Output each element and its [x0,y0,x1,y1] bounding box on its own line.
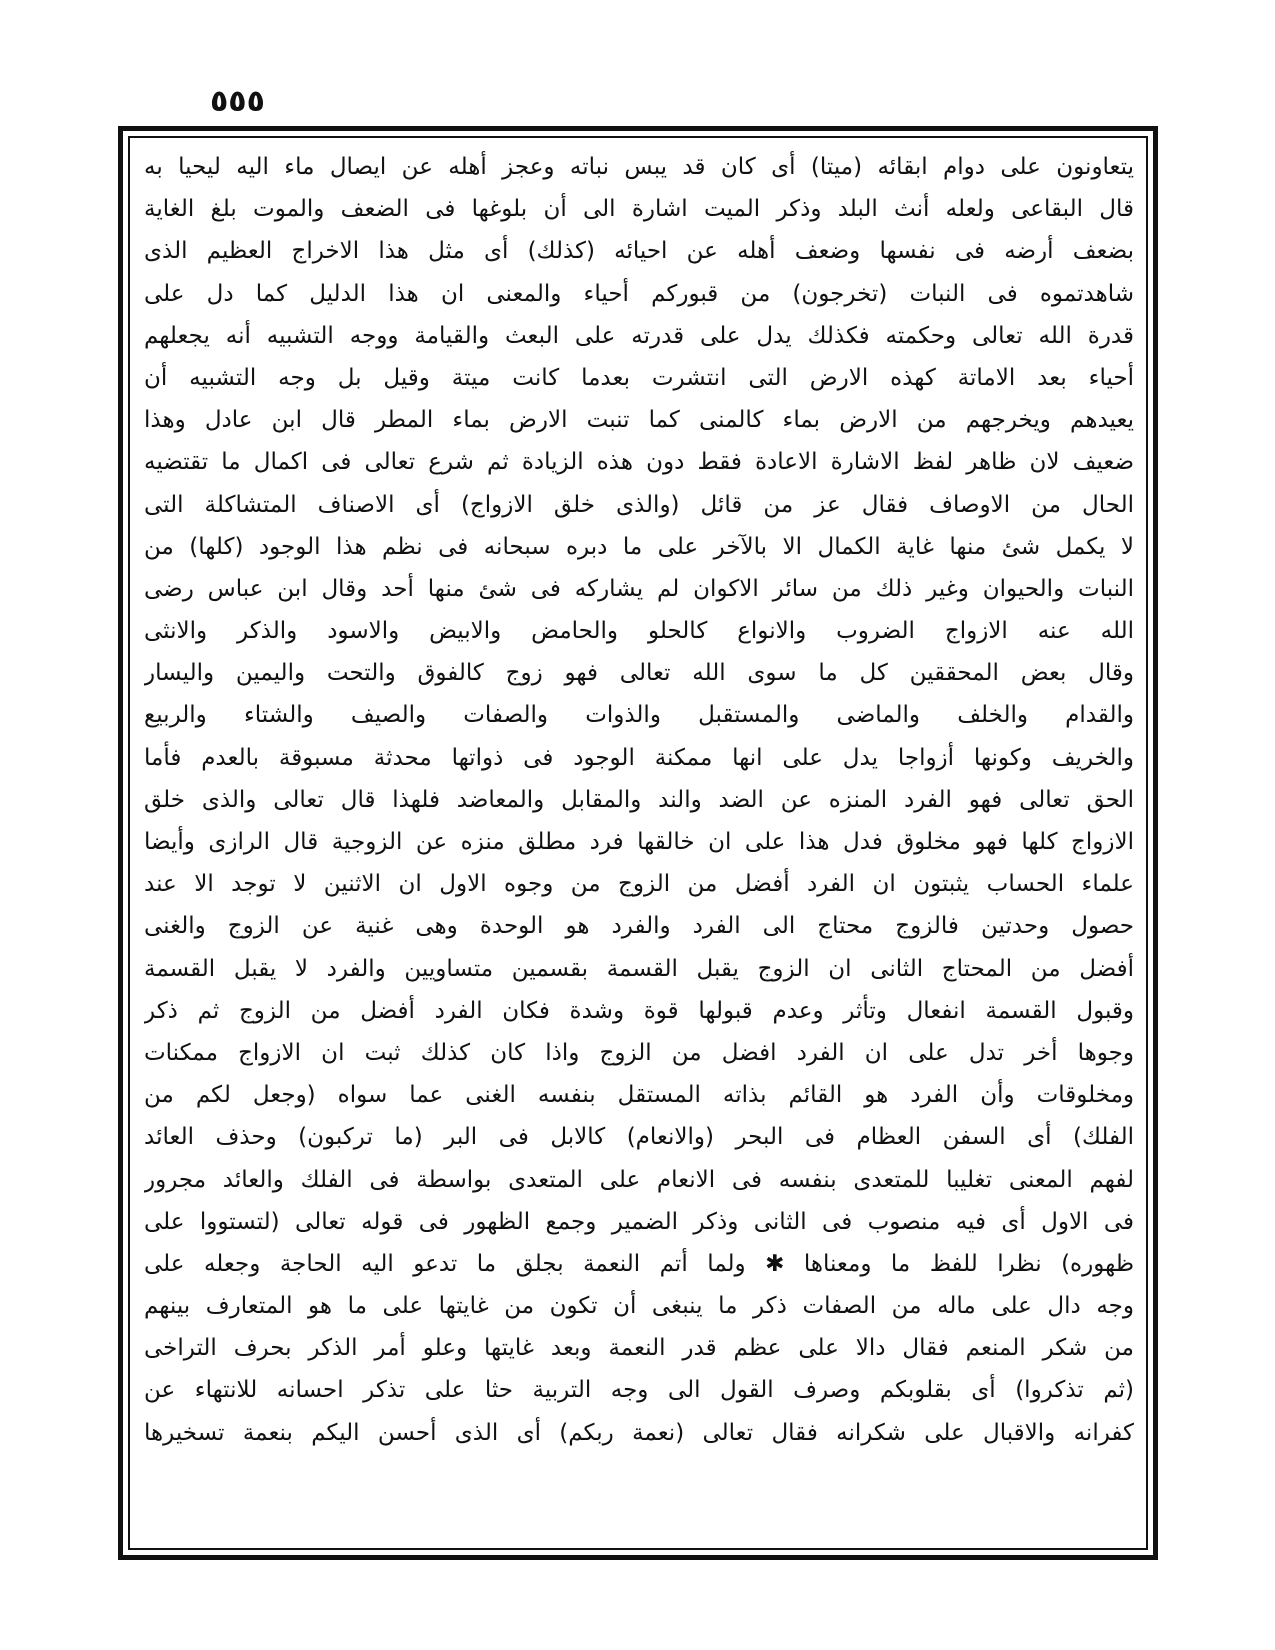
text-line: والخريف وكونها أزواجا يدل على انها ممكنة الوجود فى ذواتها محدثة مسبوقة بالعدم فأما [144,744,1134,771]
text-line: لا يكمل شئ منها غاية الكمال الا بالآخر على ما دبره سبحانه فى نظم هذا الوجود (كلها) من [144,533,1134,560]
text-line: ومخلوقات وأن الفرد هو القائم بذاته المستقل بنفسه الغنى عما سواه (وجعل لكم من [144,1082,1134,1109]
text-line: قدرة الله تعالى وحكمته فكذلك يدل على قدرته على البعث والقيامة ووجه التشبيه أنه يجعلهم [144,322,1134,349]
text-line: حصول وحدتين فالزوج محتاج الى الفرد والفرد هو الوحدة وهى غنية عن الزوج والغنى [144,913,1134,940]
text-line: يتعاونون على دوام ابقائه (ميتا) أى كان قد يبس نباته وعجز أهله عن ايصال ماء اليه ليحيا به [144,154,1134,180]
text-line: بضعف أرضه فى نفسها وضعف أهله عن احيائه (كذلك) أى مثل هذا الاخراج العظيم الذى [144,238,1134,265]
text-line: وجه دال على ماله من الصفات ذكر ما ينبغى أن تكون من غايتها على ما هو المتعارف بينهم [144,1293,1134,1320]
text-line: الحق تعالى فهو الفرد المنزه عن الضد والند والمقابل والمعاضد فلهذا قال تعالى والذى خلق [144,786,1134,813]
text-line: (ثم تذكروا) أى بقلوبكم وصرف القول الى وجه التربية حثا على تذكر احسانه للانتهاء عن [144,1377,1134,1404]
text-line: ضعيف لان ظاهر لفظ الاشارة الاعادة فقط دون هذه الزيادة ثم شرع تعالى فى اكمال ما تقتضيه [144,449,1134,476]
text-line: وجوها أخر تدل على ان الفرد افضل من الزوج واذا كان كذلك ثبت ان الازواج ممكنات [144,1039,1134,1066]
text-line: يعيدهم ويخرجهم من الارض بماء كالمنى كما تنبت الارض بماء المطر قال ابن عادل وهذا [144,407,1134,434]
text-line: الحال من الاوصاف فقال عز من قائل (والذى خلق الازواج) أى الاصناف المتشاكلة التى [144,491,1134,518]
text-line: قال البقاعى ولعله أنث البلد وذكر الميت اشارة الى أن بلوغها فى الضعف والموت بلغ الغاية [144,196,1134,223]
text-line: الفلك) أى السفن العظام فى البحر (والانعام) كالابل فى البر (ما تركبون) وحذف العائد [144,1124,1134,1151]
text-line: والقدام والخلف والماضى والمستقبل والذوات والصفات والصيف والشتاء والربيع [144,702,1134,729]
text-line: أحياء بعد الاماتة كهذه الارض التى انتشرت بعدما كانت ميتة وقيل بل وجه التشبيه أن [144,364,1134,391]
text-line: علماء الحساب يثبتون ان الفرد أفضل من الزوج من وجوه الاول ان الاثنين لا توجد الا عند [144,871,1134,898]
text-line: ظهوره) نظرا للفظ ما ومعناها ✱ ولما أتم النعمة بجلق ما تدعو اليه الحاجة وجعله على [144,1250,1134,1277]
text-line: الازواج كلها فهو مخلوق فدل هذا على ان خالقها فرد مطلق منزه عن الزوجية قال الرازى وأيضا [144,829,1134,855]
text-line: وقال بعض المحققين كل ما سوى الله تعالى فهو زوج كالفوق والتحت واليمين واليسار [144,660,1134,687]
text-line: شاهدتموه فى النبات (تخرجون) من قبوركم أحياء والمعنى ان هذا الدليل كما دل على [144,280,1134,307]
text-line: النبات والحيوان وغير ذلك من سائر الاكوان لم يشاركه فى شئ منها أحد وقال ابن عباس رضى [144,575,1134,602]
text-line: الله عنه الازواج الضروب والانواع كالحلو والحامض والابيض والاسود والذكر والانثى [144,618,1134,645]
main-text-block [144,146,1134,1540]
text-line: لفهم المعنى تغليبا للمتعدى بنفسه فى الانعام على المتعدى بواسطة فى الفلك والعائد مجرور [144,1166,1134,1193]
page-number: ٥٥٥ [210,84,265,119]
text-line: أفضل من المحتاج الثانى ان الزوج يقبل القسمة بقسمين متساويين والفرد لا يقبل القسمة [144,955,1134,982]
text-line: كفرانه والاقبال على شكرانه فقال تعالى (نعمة ربكم) أى الذى أحسن اليكم بنعمة تسخيرها [144,1419,1134,1446]
text-line: فى الاول أى فيه منصوب فى الثانى وذكر الضمير وجمع الظهور فى قوله تعالى (لتستووا على [144,1208,1134,1235]
text-line: وقبول القسمة انفعال وتأثر وعدم قبولها قوة وشدة فكان الفرد أفضل من الزوج ثم ذكر [144,997,1134,1024]
text-line: من شكر المنعم فقال دالا على عظم قدر النعمة وبعد غايتها وعلو أمر الذكر بحرف التراخى [144,1335,1134,1362]
